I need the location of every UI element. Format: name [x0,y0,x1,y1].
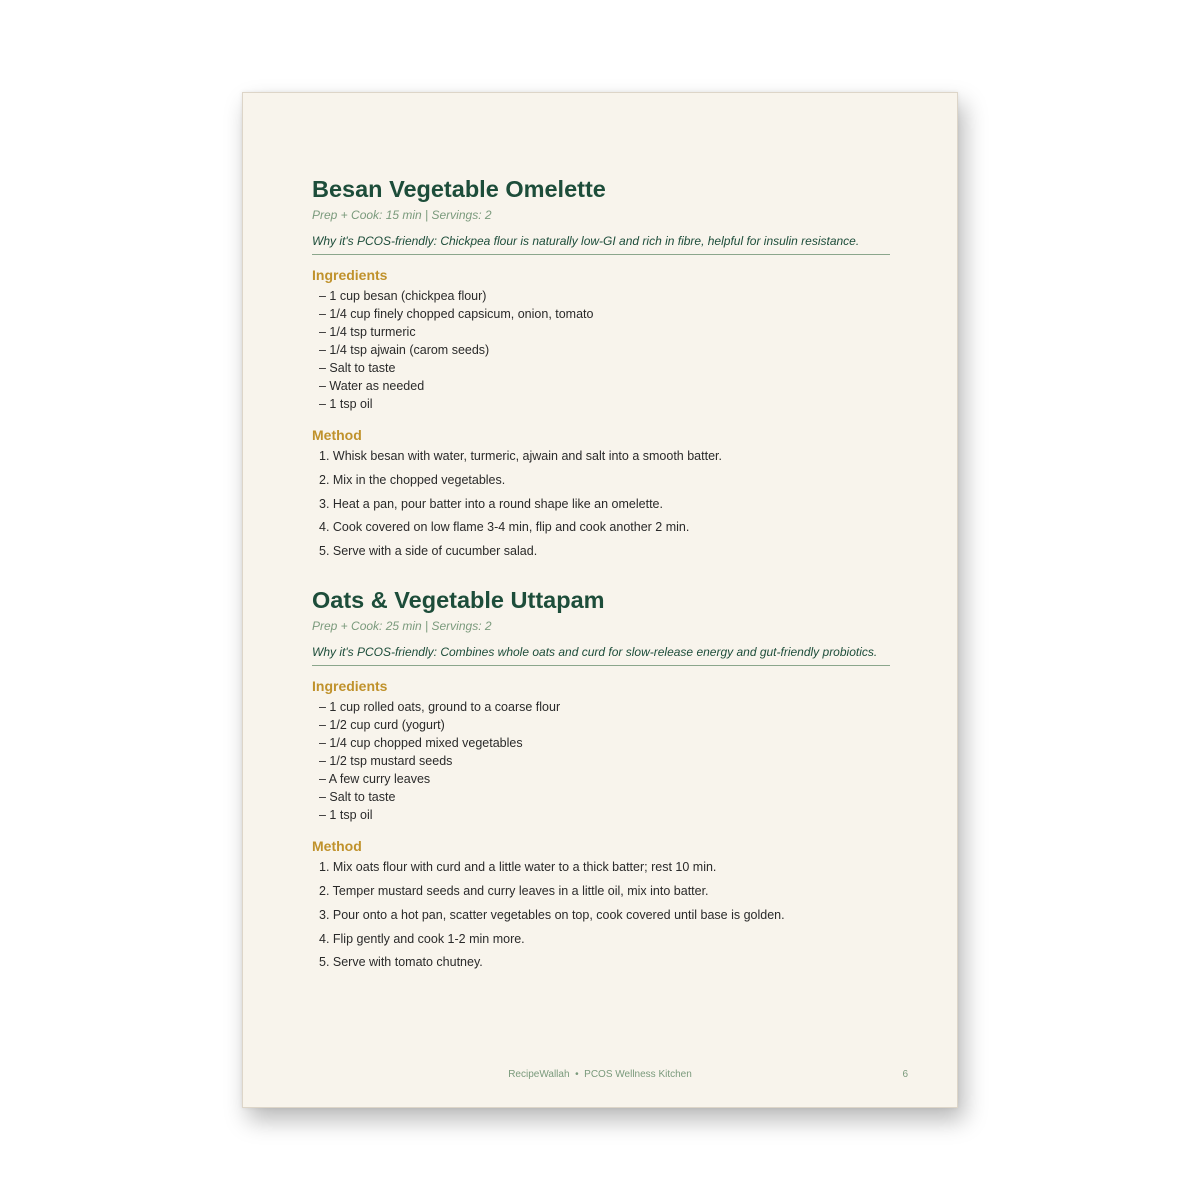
ingredient-item: – 1 cup rolled oats, ground to a coarse flour [319,700,561,715]
footer-book-title: PCOS Wellness Kitchen [584,1069,692,1080]
ingredient-item: – 1/4 tsp turmeric [319,325,416,339]
page-content [312,173,890,977]
ingredients-list [312,287,890,413]
recipe-title: Besan Vegetable Omelette [312,176,606,202]
ingredient-item: – A few curry leaves [319,772,431,787]
method-step: 5. Serve with a side of cucumber salad. [319,544,538,559]
method-step: 3. Heat a pan, pour batter into a round shape like an omelette. [319,496,663,511]
recipe-title: Oats & Vegetable Uttapam [312,587,605,614]
ingredient-item: – 1 tsp oil [319,397,373,411]
method-step: 1. Mix oats flour with curd and a little water to a thick batter; rest 10 min. [319,860,717,875]
method-step: 2. Temper mustard seeds and curry leaves in a little oil, mix into batter. [319,883,709,898]
document-page [242,92,958,1108]
recipe-why-pcos-friendly: Why it's PCOS-friendly: Chickpea flour is naturally low-GI and rich in fibre, helpful for insulin resistance. [312,233,890,255]
ingredient-item: – 1 tsp oil [319,808,373,823]
ingredient-item: – 1/2 cup curd (yogurt) [319,718,445,733]
method-step: 1. Whisk besan with water, turmeric, ajwain and salt into a smooth batter. [319,449,722,463]
method-step: 3. Pour onto a hot pan, scatter vegetables on top, cook covered until base is golden. [319,907,785,922]
page-footer [243,1068,957,1082]
method-steps [312,447,890,560]
ingredient-item: – 1/2 tsp mustard seeds [319,754,453,769]
footer-brand: RecipeWallah [508,1069,570,1080]
ingredients-heading: Ingredients [312,267,388,283]
ingredient-item: – 1/4 cup finely chopped capsicum, onion, tomato [319,307,594,321]
ingredient-item: – 1/4 cup chopped mixed vegetables [319,736,523,751]
ingredient-item: – Water as needed [319,379,425,393]
page-number: 6 [902,1069,908,1080]
ingredients-heading: Ingredients [312,678,388,695]
method-heading: Method [312,427,362,443]
method-step: 4. Cook covered on low flame 3-4 min, flip and cook another 2 min. [319,520,690,535]
recipe-oats-uttapam [312,584,890,971]
footer-separator: • [575,1069,579,1080]
recipe-meta: Prep + Cook: 25 min | Servings: 2 [312,619,492,634]
method-step: 4. Flip gently and cook 1-2 min more. [319,931,525,946]
recipe-why-pcos-friendly: Why it's PCOS-friendly: Combines whole oats and curd for slow-release energy and gut-friendly probiotics. [312,644,890,666]
recipe-meta: Prep + Cook: 15 min | Servings: 2 [312,208,492,222]
ingredient-item: – 1/4 tsp ajwain (carom seeds) [319,343,490,357]
method-heading: Method [312,838,362,855]
method-step: 2. Mix in the chopped vegetables. [319,472,506,487]
ingredient-item: – Salt to taste [319,790,396,805]
recipe-besan-omelette [312,173,890,560]
method-step: 5. Serve with tomato chutney. [319,955,483,970]
ingredients-list [312,698,890,824]
method-steps [312,858,890,971]
ingredient-item: – Salt to taste [319,361,396,375]
ingredient-item: – 1 cup besan (chickpea flour) [319,289,487,303]
